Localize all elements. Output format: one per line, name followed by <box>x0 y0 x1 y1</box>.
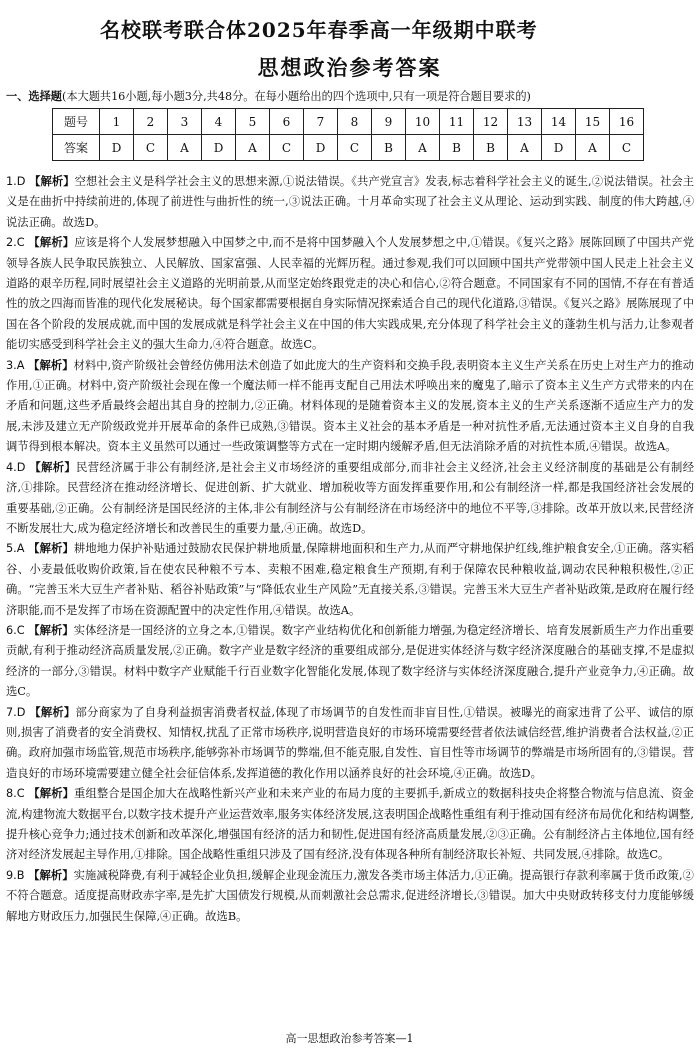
section-note: (本大题共16小题,每小题3分,共48分。在每小题给出的四个选项中,只有一项是符合题目要求的) <box>61 90 531 103</box>
number-row-label: 题号 <box>53 109 100 135</box>
question-answer-label: 7.D <box>6 705 26 719</box>
explanation-text: 民营经济属于非公有制经济,是社会主义市场经济的重要组成部分,而非社会主义经济,社会主义经济制度的基础是公有制经济,①排除。民营经济在推动经济增长、促进创新、扩大就业、增加税收等方面发挥重要作用,和公有制经济一样,都是我国经济社会发展的重要基础,②正确。公有制经济是国民经济的主体,非公有制经济与公有制经济在市场经济中的地位不平等,③排除。改革开放以来,民营经济不断发展壮大,成为稳定经济增长和改善民生的重要力量,④正确。故选D。 <box>6 460 695 535</box>
analysis-tag: 【解析】 <box>29 705 76 719</box>
analysis-tag: 【解析】 <box>28 358 74 372</box>
question-number-cell: 10 <box>406 109 440 135</box>
analysis-tag: 【解析】 <box>28 787 75 801</box>
answer-cell: D <box>304 135 338 161</box>
analysis-tag: 【解析】 <box>28 868 74 882</box>
question-number-cell: 4 <box>202 109 236 135</box>
answer-cell: A <box>576 135 610 161</box>
question-number-cell: 7 <box>304 109 338 135</box>
explanation-text: 部分商家为了自身利益损害消费者权益,体现了市场调节的自发性而非盲目性,①错误。被曝光的商家违背了公平、诚信的原则,损害了消费者的安全消费权、知情权,扰乱了正常市场秩序,说明营造良好的市场环境需要经营者依法诚信经营,维护消费者合法权益,②正确。政府加强市场监管,规范市场秩序,能够弥补市场调节的弊端,但不能克服,自发性、盲目性等市场调节的弊端是市场所固有的,③错误。营造良好的市场环境需要建立健全社会征信体系,发挥道德的教化作用以涵养良好的社会环境,④正确。故选D。 <box>6 705 694 780</box>
question-answer-label: 9.B <box>6 868 25 882</box>
answer-cell: D <box>202 135 236 161</box>
explanation-text: 实施减税降费,有利于减轻企业负担,缓解企业现金流压力,激发各类市场主体活力,①正确。提高银行存款利率属于货币政策,②不符合题意。适度提高财政赤字率,是先扩大国债发行规模,从而刺激社会总需求,促进经济增长,③错误。加大中央财政转移支付力度能够缓解地方财政压力,加强民生保障,④正确。故选B。 <box>6 868 694 923</box>
question-number-cell: 12 <box>474 109 508 135</box>
question-answer-label: 6.C <box>6 623 25 637</box>
page-footer: 高一思想政治参考答案—1 <box>285 1032 414 1045</box>
question-number-cell: 1 <box>100 109 134 135</box>
analysis-tag: 【解析】 <box>29 175 75 188</box>
question-number-cell: 16 <box>610 109 644 135</box>
answer-cell: D <box>542 135 576 161</box>
answer-cell: A <box>508 135 542 161</box>
answer-cell: B <box>372 135 406 161</box>
exam-title: 名校联考联合体2025年春季高一年级期中联考 <box>100 18 538 42</box>
question-answer-label: 4.D <box>6 460 26 474</box>
answer-cell: D <box>100 135 134 161</box>
explanation-item <box>6 703 694 785</box>
question-number-cell: 3 <box>168 109 202 135</box>
explanation-item <box>6 539 694 621</box>
answer-cell: A <box>236 135 270 161</box>
question-number-cell: 11 <box>440 109 474 135</box>
question-answer-label: 8.C <box>6 787 25 801</box>
question-number-cell: 15 <box>576 109 610 135</box>
answer-table <box>52 108 644 161</box>
answer-row-label: 答案 <box>53 135 100 161</box>
answer-cell: B <box>474 135 508 161</box>
answer-cell: C <box>610 135 644 161</box>
document-subtitle: 思想政治参考答案 <box>257 55 442 80</box>
explanation-text: 材料中,资产阶级社会曾经仿佛用法术创造了如此庞大的生产资料和交换手段,表明资本主义生产关系在历史上对生产力的推动作用,①正确。材料中,资产阶级社会现在像一个魔法师一样不能再支配自己用法术呼唤出来的魔鬼了,暗示了资本主义生产方式带来的内在矛盾和问题,这些矛盾最终会超出其自身的控制力,②正确。材料体现的是随着资本主义的发展,资本主义的生产关系逐渐不适应生产力的发展,未涉及建立无产阶级政党并开展革命的条件已成熟,③错误。资本主义社会的基本矛盾是一种对抗性矛盾,无法通过资本主义自身的自我调节得到根本解决。资本主义虽然可以通过一些政策调整等方式在一定时期内缓解矛盾,但无法消除矛盾的对抗性本质,④错误。故选A。 <box>6 358 694 454</box>
explanation-item <box>6 356 694 458</box>
analysis-tag: 【解析】 <box>28 236 75 250</box>
answer-cell: C <box>338 135 372 161</box>
explanation-text: 空想社会主义是科学社会主义的思想来源,①说法错误。《共产党宣言》发表,标志着科学社会主义的诞生,②说法错误。社会主义是在曲折中持续前进的,体现了前进性与曲折性的统一,③说法正确。十月革命实现了社会主义从理论、运动到实践、制度的伟大跨越,④说法正确。故选D。 <box>6 175 694 229</box>
explanation-text: 耕地地力保护补贴通过鼓励农民保护耕地质量,保障耕地面积和生产力,从而严守耕地保护红线,维护粮食安全,①正确。落实稻谷、小麦最低收购价政策,旨在使农民种粮不亏本、卖粮不困难,稳定粮食生产预期,有利于保障农民种粮收益,调动农民种粮积极性,②正确。“完善玉米大豆生产者补贴、稻谷补贴政策”与“降低农业生产风险”无直接关系,③错误。完善玉米大豆生产者补贴政策,是政府在履行经济职能,而不是发挥了市场在资源配置中的决定性作用,④错误。故选A。 <box>6 542 694 617</box>
question-answer-label: 2.C <box>6 236 25 250</box>
question-number-cell: 6 <box>270 109 304 135</box>
question-number-cell: 5 <box>236 109 270 135</box>
question-number-cell: 13 <box>508 109 542 135</box>
explanation-item <box>6 866 694 927</box>
section-label: 一、选择题 <box>6 90 62 103</box>
answer-cell: A <box>406 135 440 161</box>
explanation-text: 实体经济是一国经济的立身之本,①错误。数字产业结构优化和创新能力增强,为稳定经济增长、培育发展新质生产力作出重要贡献,有利于推动经济高质量发展,②正确。数字产业是数字经济的重要组成部分,是促进实体经济与数字经济深度融合的基础支撑,不是虚拟经济的一部分,③错误。材料中数字产业赋能千行百业数字化智能化发展,体现了数字经济与实体经济深度融合,提升产业竞争力,④正确。故选C。 <box>6 623 694 699</box>
question-number-cell: 9 <box>372 109 406 135</box>
explanation-item <box>6 233 694 355</box>
answer-cell: C <box>270 135 304 161</box>
answer-cell: C <box>134 135 168 161</box>
analysis-tag: 【解析】 <box>28 623 74 637</box>
question-number-cell: 8 <box>338 109 372 135</box>
explanation-item <box>6 784 694 866</box>
explanation-text: 重组整合是国企加大在战略性新兴产业和未来产业的布局力度的主要抓手,新成立的数据科技央企将整合物流与信息流、资金流,构建物流大数据平台,以数字技术提升产业运营效率,服务实体经济发展,这表明国企战略性重组有利于推动国有经济布局优化和结构调整,提升核心竞争力;通过技术创新和改革深化,增强国有经济的活力和韧性,促进国有经济高质量发展,②③正确。公有制经济占主体地位,国有经济对经济发展起主导作用,①排除。国企战略性重组只涉及了国有经济,没有体现各种所有制经济取长补短、共同发展,④排除。故选C。 <box>6 787 694 862</box>
question-answer-label: 3.A <box>6 358 25 372</box>
section-heading <box>6 88 531 104</box>
analysis-tag: 【解析】 <box>28 542 74 556</box>
answer-cell: A <box>168 135 202 161</box>
question-number-cell: 14 <box>542 109 576 135</box>
question-number-cell: 2 <box>134 109 168 135</box>
question-answer-label: 1.D <box>6 175 26 188</box>
explanation-text: 应该是将个人发展梦想融入中国梦之中,而不是将中国梦融入个人发展梦想之中,①错误。《复兴之路》展陈回顾了中国共产党领导各族人民争取民族独立、人民解放、国家富强、人民幸福的光辉历程。通过参观,我们可以回顾中国共产党带领中国人民走上社会主义道路的艰辛历程,同时展望社会主义道路的光明前景,从而坚定始终跟党走的决心和信心,②符合题意。不同国家有不同的国情,不存在有普适性的放之四海而皆准的现代化发展秘诀。每个国家都需要根据自身实际情况探索适合自己的现代化道路,③错误。《复兴之路》展陈展现了中国在各个阶段的发展成就,而中国的发展成就是科学社会主义在中国的伟大实践成果,充分体现了科学社会主义的蓬勃生机与活力,让参观者能切实感受到科学社会主义的强大生命力,④符合题意。故选C。 <box>6 236 694 352</box>
explanation-item <box>6 621 694 703</box>
answer-cell: B <box>440 135 474 161</box>
explanation-item <box>6 458 694 540</box>
analysis-tag: 【解析】 <box>29 460 77 474</box>
question-answer-label: 5.A <box>6 542 25 556</box>
answer-table-answer-row <box>53 135 644 161</box>
answer-table-number-row <box>53 109 644 135</box>
explanations <box>6 172 694 927</box>
explanation-item <box>6 172 694 233</box>
